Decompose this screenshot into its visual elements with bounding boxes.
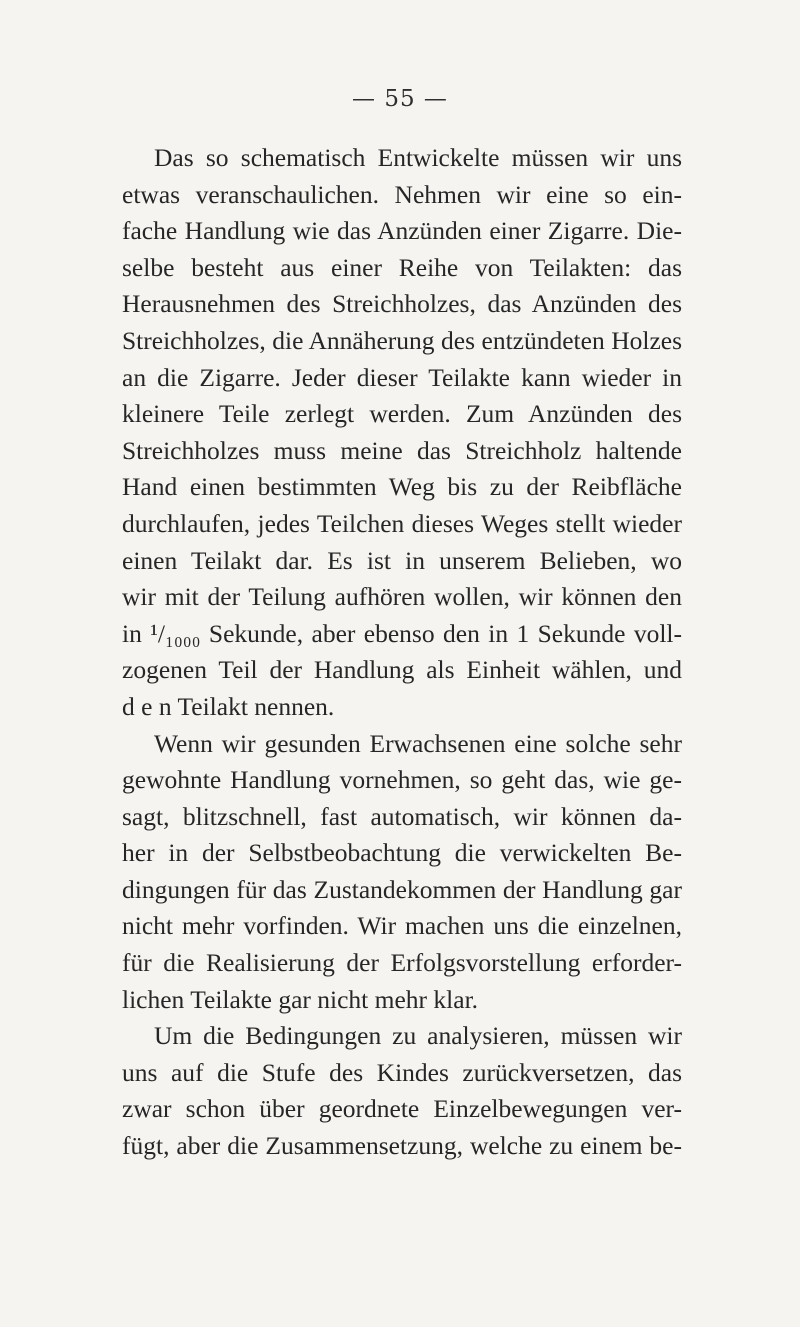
text-line: an die Zigarre. Jeder dieser Teilakte kann wieder in (122, 362, 682, 392)
paragraph-2 (122, 726, 682, 1019)
text-line: für die Realisierung der Erfolgsvorstellung erforder- (122, 948, 682, 978)
text-line: dingungen für das Zustandekommen der Handlung gar (122, 874, 682, 904)
text-line: Streichholzes muss meine das Streichholz haltende (122, 435, 682, 465)
text-line: durchlaufen, jedes Teilchen dieses Weges stellt wieder (122, 508, 682, 538)
text-line: fache Handlung wie das Anzünden einer Zigarre. Die- (122, 216, 682, 246)
text-line: wir mit der Teilung aufhören wollen, wir können den (122, 582, 682, 612)
paragraph-3 (122, 1018, 682, 1164)
text-line: Herausnehmen des Streichholzes, das Anzünden des (122, 289, 682, 319)
text-line: Hand einen bestimmten Weg bis zu der Reibfläche (122, 472, 682, 502)
text-line: Um die Bedingungen zu analysieren, müssen wir (154, 1021, 682, 1051)
text-line: fügt, aber die Zusammensetzung, welche zu einem be- (122, 1131, 682, 1161)
text-line: her in der Selbstbeobachtung die verwickelten Be- (122, 838, 682, 868)
paragraph-1 (122, 140, 682, 726)
text-line: zogenen Teil der Handlung als Einheit wählen, und (122, 655, 682, 685)
body-text (122, 140, 682, 1165)
page-number: — 55 — (352, 86, 448, 112)
text-line: sagt, blitzschnell, fast automatisch, wir können da- (122, 801, 682, 831)
text-line: uns auf die Stufe des Kindes zurückversetzen, das (122, 1057, 682, 1087)
text-line: einen Teilakt dar. Es ist in unserem Belieben, wo (122, 545, 682, 575)
text-line: d e n Teilakt nennen. (122, 691, 335, 721)
text-line: gewohnte Handlung vornehmen, so geht das, wie ge- (122, 765, 682, 795)
text-line: Das so schematisch Entwickelte müssen wir uns (154, 143, 682, 172)
text-line: lichen Teilakte gar nicht mehr klar. (122, 984, 479, 1014)
text-line: nicht mehr vorfinden. Wir machen uns die einzelnen, (122, 911, 682, 941)
text-line: kleinere Teile zerlegt werden. Zum Anzünden des (122, 399, 682, 429)
text-line: in ¹/₁₀₀₀ Sekunde, aber ebenso den in 1 Sekunde voll- (122, 618, 682, 648)
text-line: Streichholzes, die Annäherung des entzündeten Holzes (122, 325, 682, 355)
text-line: selbe besteht aus einer Reihe von Teilakten: das (122, 252, 682, 282)
text-line: Wenn wir gesunden Erwachsenen eine solche sehr (154, 728, 682, 758)
text-line: etwas veranschaulichen. Nehmen wir eine so ein- (122, 179, 682, 209)
text-line: zwar schon über geordnete Einzelbewegungen ver- (122, 1094, 682, 1124)
